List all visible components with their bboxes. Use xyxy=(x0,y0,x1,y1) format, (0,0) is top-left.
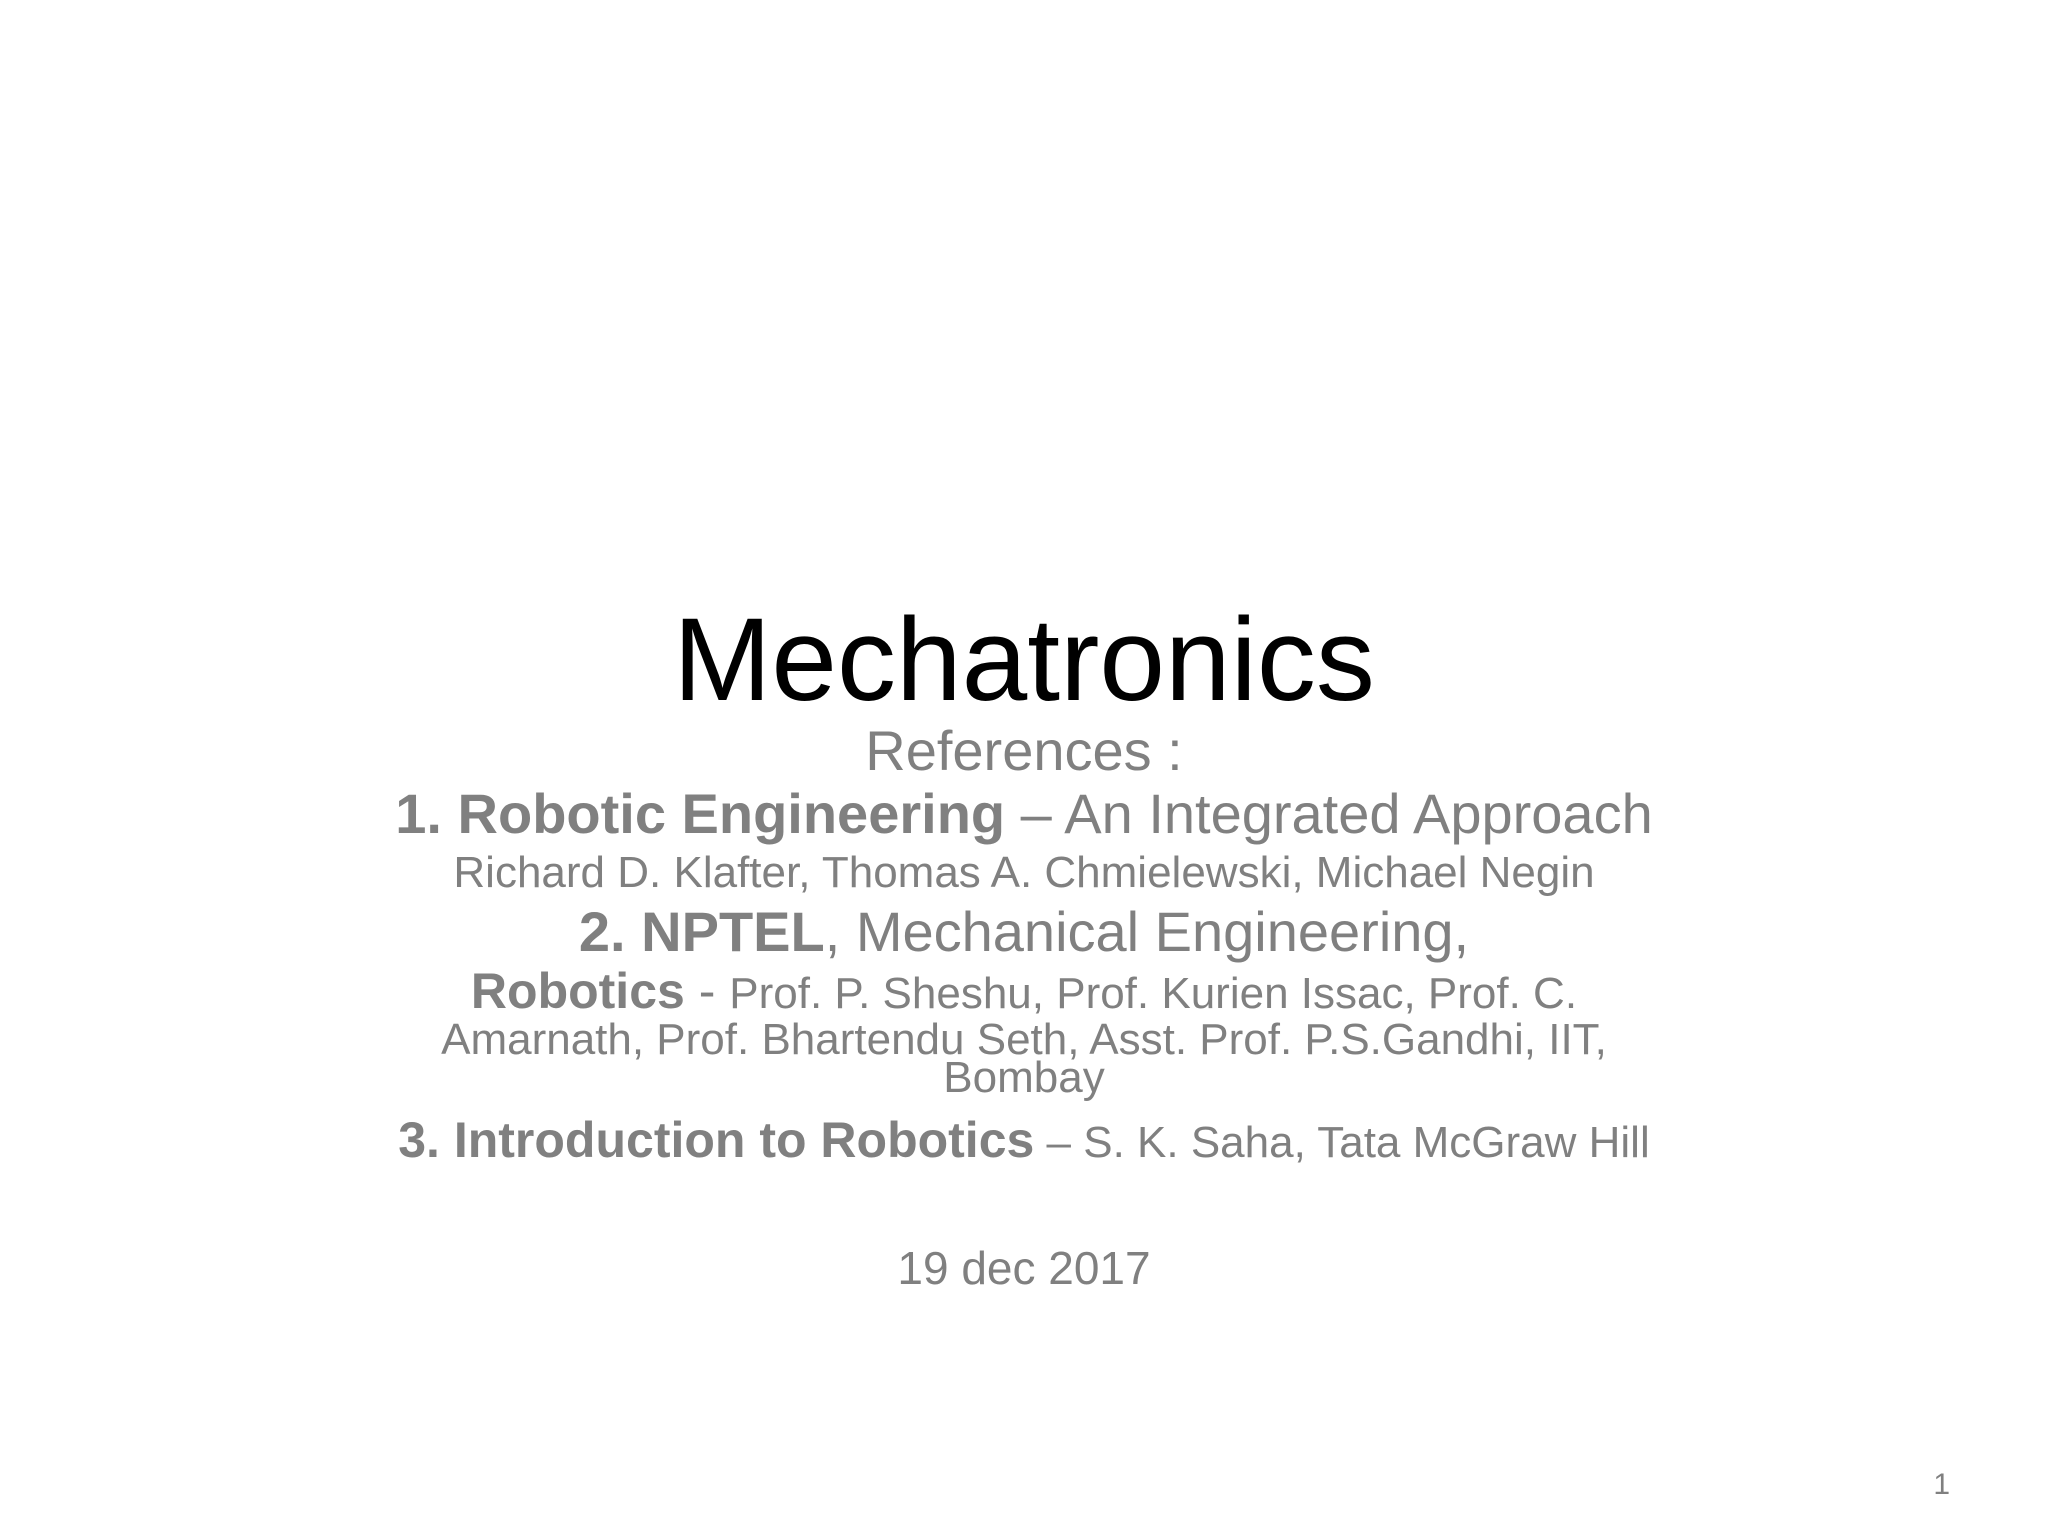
reference-1-authors: Richard D. Klafter, Thomas A. Chmielewski, Michael Negin xyxy=(453,848,1595,897)
reference-2-authors-line1: Prof. P. Sheshu, Prof. Kurien Issac, Prof. C. xyxy=(729,969,1578,1018)
slide-title: Mechatronics xyxy=(673,594,1375,726)
reference-3 xyxy=(200,1101,1848,1182)
reference-1-title: 1. Robotic Engineering xyxy=(395,782,1006,845)
slide-subtitle xyxy=(200,720,1848,1296)
reference-2-course-title: Robotics xyxy=(470,963,685,1019)
reference-1-subtitle: – An Integrated Approach xyxy=(1005,782,1653,845)
reference-2-course xyxy=(200,964,1848,1021)
reference-3-title: 3. Introduction to Robotics xyxy=(398,1112,1035,1168)
slide-date: 19 dec 2017 xyxy=(897,1242,1151,1294)
reference-2-title: 2. NPTEL xyxy=(578,900,825,963)
reference-3-authors: – S. K. Saha, Tata McGraw Hill xyxy=(1034,1118,1650,1167)
reference-2-authors-line2: Amarnath, Prof. Bhartendu Seth, Asst. Prof. P.S.Gandhi, IIT, xyxy=(441,1015,1607,1064)
reference-2-separator: - xyxy=(684,963,730,1019)
references-heading: References : xyxy=(865,719,1183,782)
reference-1 xyxy=(200,782,1848,846)
reference-2-subtitle: , Mechanical Engineering, xyxy=(824,900,1470,963)
reference-2 xyxy=(200,900,1848,964)
page-number: 1 xyxy=(1933,1468,1950,1501)
reference-2-authors-line3: Bombay xyxy=(943,1053,1105,1102)
